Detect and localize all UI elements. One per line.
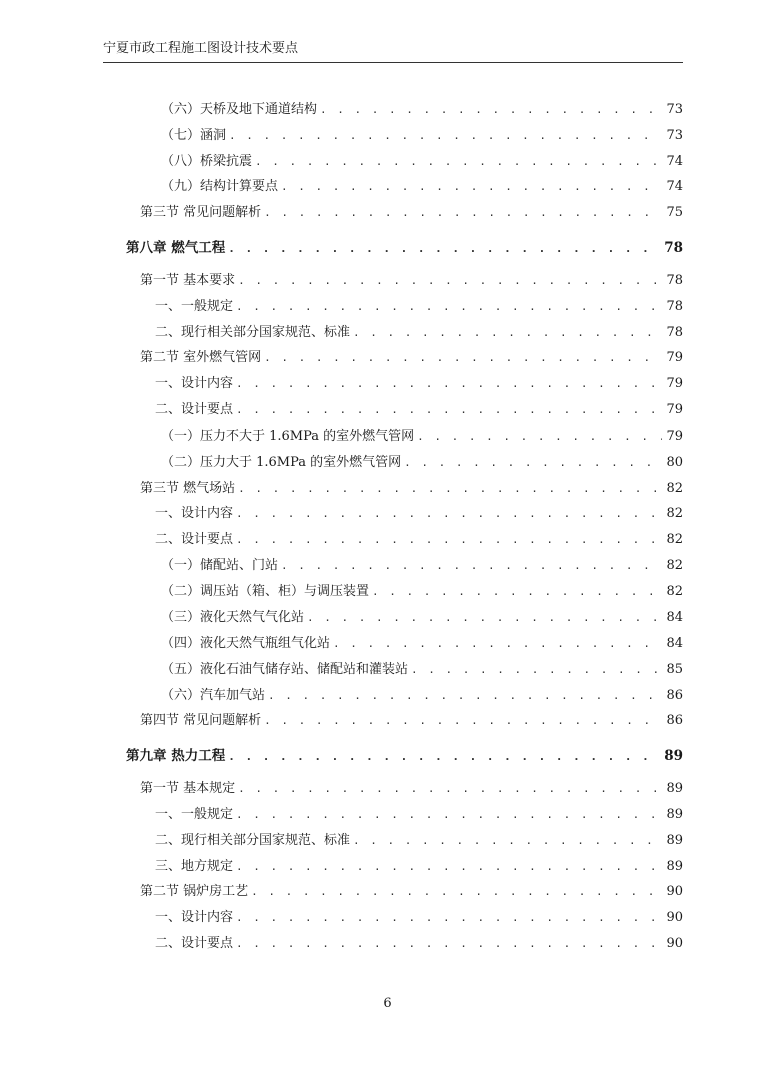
toc-entry-page: 89	[666, 781, 683, 796]
dot-leader	[281, 178, 662, 196]
dot-leader	[417, 428, 662, 446]
dot-leader	[238, 480, 662, 498]
toc-entry[interactable]	[161, 101, 683, 119]
toc-entry-label: 第一节 基本要求	[140, 273, 236, 288]
toc-entry-page: 82	[666, 481, 683, 496]
toc-entry-label: 一、设计内容	[155, 910, 234, 925]
dot-leader	[264, 712, 662, 730]
dot-leader	[251, 883, 662, 901]
toc-entry-page: 79	[666, 429, 683, 444]
toc-entry[interactable]	[140, 480, 683, 498]
toc-entry-page: 84	[666, 610, 683, 625]
toc-entry-label: 一、一般规定	[155, 807, 234, 822]
toc-chapter-entry[interactable]	[126, 747, 683, 765]
toc-entry-label: （二）调压站（箱、柜）与调压装置	[161, 584, 370, 599]
dot-leader	[353, 832, 662, 850]
toc-entry-label: 第二节 锅炉房工艺	[140, 884, 249, 899]
toc-entry-page: 86	[666, 688, 683, 703]
toc-entry-page: 85	[666, 662, 683, 677]
toc-entry-page: 74	[666, 154, 683, 169]
toc-entry-label: 第一节 基本规定	[140, 781, 236, 796]
toc-entry[interactable]	[161, 178, 683, 196]
dot-leader	[236, 401, 662, 419]
toc-entry-label: （九）结构计算要点	[161, 179, 279, 194]
toc-entry-page: 82	[666, 532, 683, 547]
toc-entry-label: （三）液化天然气气化站	[161, 610, 305, 625]
toc-entry[interactable]	[140, 204, 683, 222]
toc-entry[interactable]	[155, 909, 683, 927]
dot-leader	[238, 272, 662, 290]
toc-entry-label: （一）储配站、门站	[161, 558, 279, 573]
running-header	[103, 40, 683, 63]
toc-entry-label: 三、地方规定	[155, 859, 234, 874]
toc-entry-label: 二、设计要点	[155, 936, 234, 951]
toc-entry-label: （二）压力大于 1.6MPa 的室外燃气管网	[161, 455, 402, 470]
toc-entry[interactable]	[155, 806, 683, 824]
toc-entry-label: 二、设计要点	[155, 402, 234, 417]
dot-leader	[228, 240, 660, 258]
toc-entry-page: 78	[666, 273, 683, 288]
toc-entry[interactable]	[155, 935, 683, 953]
toc-entry[interactable]	[155, 858, 683, 876]
dot-leader	[255, 153, 662, 171]
toc-entry-label: （四）液化天然气瓶组气化站	[161, 636, 331, 651]
toc-entry[interactable]	[161, 153, 683, 171]
dot-leader	[372, 583, 662, 601]
dot-leader	[228, 748, 660, 766]
toc-entry-label: 第八章 燃气工程	[126, 240, 226, 256]
toc-entry-label: （一）压力不大于 1.6MPa 的室外燃气管网	[161, 429, 415, 444]
toc-entry-page: 82	[666, 506, 683, 521]
toc-chapter-entry[interactable]	[126, 239, 683, 257]
toc-entry-page: 82	[666, 558, 683, 573]
toc-entry-page: 90	[666, 936, 683, 951]
toc-entry-label: 一、一般规定	[155, 299, 234, 314]
toc-entry-page: 73	[666, 102, 683, 117]
toc-entry-label: 第二节 室外燃气管网	[140, 350, 262, 365]
toc-entry-page: 89	[664, 748, 683, 764]
toc-entry-label: 第三节 燃气场站	[140, 481, 236, 496]
dot-leader	[236, 505, 662, 523]
toc-entry-label: 二、现行相关部分国家规范、标准	[155, 833, 351, 848]
toc-entry-page: 86	[666, 713, 683, 728]
toc-entry-page: 90	[666, 884, 683, 899]
dot-leader	[264, 349, 662, 367]
toc-entry[interactable]	[161, 687, 683, 705]
dot-leader	[236, 909, 662, 927]
dot-leader	[307, 609, 662, 627]
toc-entry[interactable]	[155, 531, 683, 549]
toc-entry-label: （六）汽车加气站	[161, 688, 266, 703]
toc-entry-page: 78	[664, 240, 683, 256]
toc-entry-page: 89	[666, 833, 683, 848]
dot-leader	[229, 127, 662, 145]
toc-entry-label: 一、设计内容	[155, 376, 234, 391]
toc-entry-page: 75	[666, 205, 683, 220]
toc-entry[interactable]	[140, 883, 683, 901]
dot-leader	[236, 806, 662, 824]
dot-leader	[333, 635, 662, 653]
toc-entry-label: 第三节 常见问题解析	[140, 205, 262, 220]
dot-leader	[236, 531, 662, 549]
toc-entry-page: 79	[666, 402, 683, 417]
toc-entry[interactable]	[161, 583, 683, 601]
toc-entry-page: 89	[666, 859, 683, 874]
toc-entry-page: 78	[666, 299, 683, 314]
toc-entry-label: （五）液化石油气储存站、储配站和灌装站	[161, 662, 409, 677]
toc-entry-page: 90	[666, 910, 683, 925]
toc-entry-page: 89	[666, 807, 683, 822]
toc-entry-label: 第四节 常见问题解析	[140, 713, 262, 728]
toc-entry-page: 84	[666, 636, 683, 651]
dot-leader	[264, 204, 662, 222]
toc-entry-page: 78	[666, 325, 683, 340]
dot-leader	[236, 375, 662, 393]
toc-entry[interactable]	[140, 349, 683, 367]
toc-entry-label: 一、设计内容	[155, 506, 234, 521]
dot-leader	[236, 858, 662, 876]
dot-leader	[236, 935, 662, 953]
page-number: 6	[383, 996, 392, 1011]
toc-entry[interactable]	[140, 780, 683, 798]
toc-entry-label: 二、设计要点	[155, 532, 234, 547]
toc-entry[interactable]	[155, 401, 683, 419]
toc-entry[interactable]	[155, 324, 683, 342]
toc-entry[interactable]	[140, 272, 683, 290]
dot-leader	[236, 298, 662, 316]
toc-entry-page: 79	[666, 350, 683, 365]
toc-entry[interactable]	[161, 127, 683, 145]
toc-entry[interactable]	[155, 505, 683, 523]
toc-entry[interactable]	[155, 298, 683, 316]
dot-leader	[281, 557, 662, 575]
toc-entry-label: 第九章 热力工程	[126, 748, 226, 764]
toc-entry[interactable]	[161, 557, 683, 575]
toc-entry[interactable]	[140, 712, 683, 730]
dot-leader	[238, 780, 662, 798]
toc-entry-page: 73	[666, 128, 683, 143]
dot-leader	[320, 101, 662, 119]
header-title: 宁夏市政工程施工图设计技术要点	[103, 41, 299, 56]
dot-leader	[404, 454, 662, 472]
toc-entry-page: 80	[666, 455, 683, 470]
toc-entry[interactable]	[161, 428, 683, 446]
toc-entry-label: 二、现行相关部分国家规范、标准	[155, 325, 351, 340]
toc-entry-label: （七）涵洞	[161, 128, 227, 143]
dot-leader	[411, 661, 662, 679]
toc-entry-page: 74	[666, 179, 683, 194]
toc-entry[interactable]	[155, 832, 683, 850]
toc-entry-label: （八）桥梁抗震	[161, 154, 253, 169]
toc-entry[interactable]	[161, 609, 683, 627]
toc-entry[interactable]	[161, 454, 683, 472]
toc-entry-page: 82	[666, 584, 683, 599]
dot-leader	[268, 687, 662, 705]
dot-leader	[353, 324, 662, 342]
toc-entry[interactable]	[155, 375, 683, 393]
toc-entry-label: （六）天桥及地下通道结构	[161, 102, 318, 117]
toc-entry-page: 79	[666, 376, 683, 391]
toc-entry[interactable]	[161, 661, 683, 679]
toc-entry[interactable]	[161, 635, 683, 653]
